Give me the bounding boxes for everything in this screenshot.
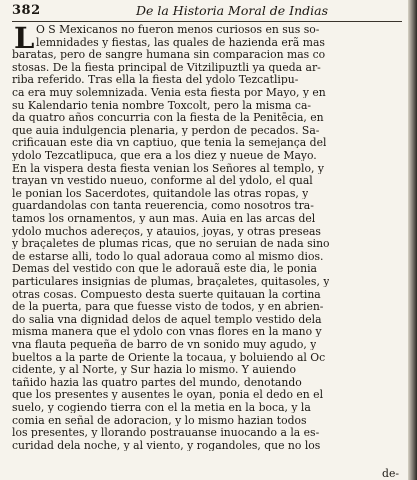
page-number: 382 (12, 3, 41, 18)
text-line: da quatro años concurria con la fiesta de la Penitēcia, en (12, 112, 324, 124)
text-line: trayan vn vestido nueuo, conforme al del ydolo, el qual (12, 175, 313, 187)
page-spine-shadow (408, 0, 417, 480)
text-line: Demas del vestido con que le adorauã este dia, le ponia (12, 263, 317, 275)
text-line: que auia indulgencia plenaria, y perdon de pecados. Sa- (12, 124, 320, 136)
text-line: ca era muy solemnizada. Venia esta fiesta por Mayo, y en (12, 87, 326, 98)
text-line: En la vispera desta fiesta venian los Señores al templo, y (12, 162, 324, 174)
text-line: tamos los ornamentos, y aun mas. Auia en las arcas del (12, 213, 316, 224)
text-line: misma manera que el ydolo con vnas flores en la mano y (12, 326, 322, 338)
text-line: particulares insignias de plumas, braçaletes, quitasoles, y (12, 276, 330, 287)
text-line: lemnidades y fiestas, las quales de hazienda erã mas (36, 36, 325, 48)
text-line: baratas, pero de sangre humana sin comparacion mas co (12, 49, 326, 61)
text-line: le ponian los Sacerdotes, quitandole las otras ropas, y (12, 187, 309, 199)
page-header (12, 3, 404, 19)
text-line: de estarse alli, todo lo qual adoraua como al mismo dios. (12, 250, 324, 262)
text-line: comia en señal de adoracion, y lo mismo hazian todos (12, 414, 307, 426)
text-line: de la puerta, para que fuesse visto de todos, y en abrien- (12, 301, 324, 313)
text-line: riba referido. Tras ella la fiesta del ydolo Tezcatlipu- (12, 74, 299, 86)
text-line: O S Mexicanos no fueron menos curiosos en sus so- (36, 24, 320, 35)
text-line: crificauan este dia vn captiuo, que tenia la semejança del (12, 137, 327, 149)
running-title: De la Historia Moral de Indias (135, 3, 329, 18)
catchword: de- (382, 467, 399, 480)
text-line: do salia vna dignidad delos de aquel templo vestido dela (12, 313, 322, 325)
text-line: stosas. De la fiesta principal de Vitzilipuztli ya queda ar- (12, 61, 321, 73)
text-line: curidad dela noche, y al viento, y rogandoles, que no los (12, 439, 321, 451)
text-line: los presentes, y llorando postrauanse inuocando a la es- (12, 427, 320, 439)
text-line: ydolo Tezcatlipuca, que era a los diez y nueue de Mayo. (12, 150, 317, 161)
text-line: y braçaletes de plumas ricas, que no seruian de nada sino (12, 238, 330, 250)
text-line: bueltos a la parte de Oriente la tocaua, y boluiendo al Oc (12, 351, 326, 363)
text-line: suelo, y cogiendo tierra con el la metia en la boca, y la (12, 402, 311, 413)
drop-cap: L (14, 21, 35, 55)
text-line: cidente, y al Norte, y Sur hazia lo mismo. Y auiendo (12, 364, 296, 376)
header-rule (12, 21, 402, 22)
text-line: otras cosas. Compuesto desta suerte quitauan la cortina (12, 288, 321, 300)
text-line: guardandolas con tanta reuerencia, como nosotros tra- (12, 200, 314, 212)
text-line: su Kalendario tenia nombre Toxcolt, pero la misma ca- (12, 99, 312, 111)
text-line: que los presentes y ausentes le oyan, ponia el dedo en el (12, 389, 324, 401)
text-line: vna flauta pequeña de barro de vn sonido muy agudo, y (12, 339, 317, 350)
text-line: ydolo muchos adereços, y atauios, joyas, y otras preseas (12, 225, 321, 237)
text-line: tañido hazia las quatro partes del mundo, denotando (12, 376, 302, 388)
